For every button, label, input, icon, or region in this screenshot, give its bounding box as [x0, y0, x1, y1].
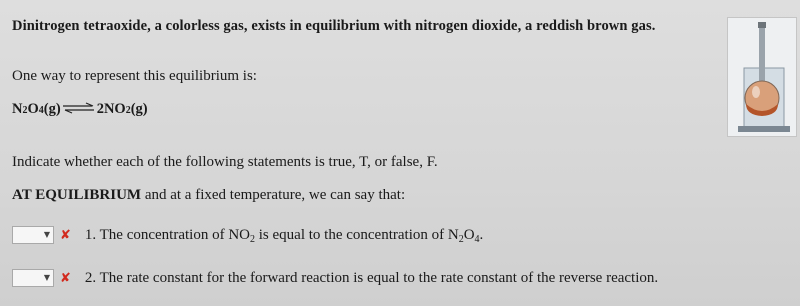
caret-down-icon: ▼: [43, 273, 50, 282]
product-formula: 2NO: [96, 101, 126, 117]
equilibrium-arrow-icon: [62, 102, 96, 114]
statement-1-part-c: O: [463, 226, 475, 243]
condition-text: [12, 187, 405, 204]
reactant-state: (g): [43, 101, 61, 117]
condition-rest: and at a fixed temperature, we can say that:: [141, 187, 406, 203]
reactant-o: O: [27, 101, 39, 117]
flask-photo: [727, 17, 797, 137]
statement-2-text: 2. The rate constant for the forward reaction is equal to the rate constant of the reverse reaction.: [84, 269, 659, 286]
instruction-text: Indicate whether each of the following statements is true, T, or false, F.: [12, 154, 438, 170]
statement-1-part-a: 1. The concentration of NO: [84, 226, 250, 243]
red-x-icon: ✘: [60, 270, 71, 286]
intro-text: Dinitrogen tetraoxide, a colorless gas, exists in equilibrium with nitrogen dioxide, a reddish brown gas.: [12, 18, 656, 34]
red-x-icon: ✘: [60, 227, 71, 243]
product-state: (g): [130, 101, 148, 117]
statement-1-sub-c: 4: [474, 233, 480, 245]
condition-lead: AT EQUILIBRIUM: [12, 187, 142, 203]
represent-text: One way to represent this equilibrium is:: [12, 68, 257, 84]
statement-1-sub-b: 2: [458, 233, 464, 245]
reactant-n: N: [12, 101, 23, 117]
statement-1-part-d: .: [479, 226, 484, 243]
answer-select-1[interactable]: [12, 226, 54, 244]
flask-illustration: [728, 18, 796, 136]
statement-row-1: [12, 224, 483, 246]
answer-select-2[interactable]: [12, 269, 54, 287]
statement-1-sub-a: 2: [250, 233, 255, 245]
statement-1-text: [85, 227, 483, 244]
statement-row-2: [12, 267, 658, 289]
statement-1-part-b: is equal to the concentration of N: [255, 226, 459, 243]
equilibrium-equation: N 2 O 4 (g) 2NO 2 (g): [12, 101, 148, 117]
caret-down-icon: ▼: [43, 230, 50, 239]
